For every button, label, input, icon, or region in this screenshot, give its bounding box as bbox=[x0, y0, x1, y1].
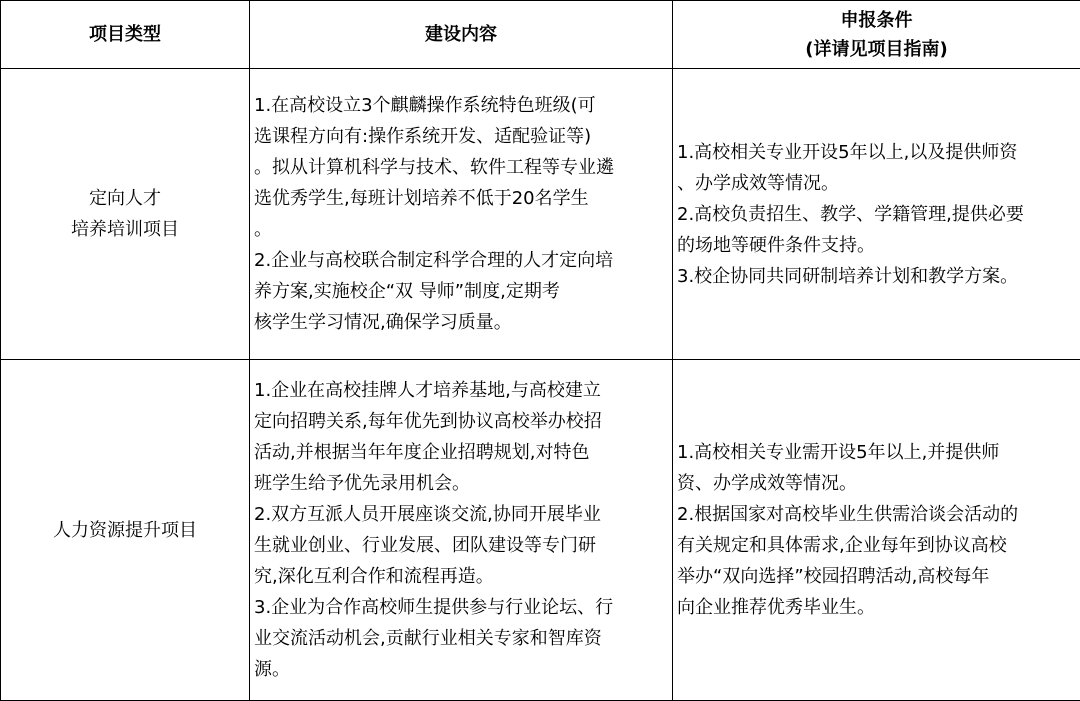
row-2-content-line: 班学生给予优先录用机会。 bbox=[254, 473, 470, 494]
row-2-condition-line: 资、办学成效等情况。 bbox=[677, 473, 857, 494]
row-2-condition-line: 举办“双向选择”校园招聘活动,高校每年 bbox=[677, 566, 990, 587]
row-2-content-line: 1.企业在高校挂牌人才培养基地,与高校建立 bbox=[254, 380, 601, 401]
row-1-type-line: 定向人才 bbox=[89, 188, 161, 209]
row-1-condition-line: 的场地等硬件条件支持。 bbox=[677, 234, 875, 256]
row-1-content-line: 核学生学习情况,确保学习质量。 bbox=[254, 312, 512, 333]
row-1-content-line: 选优秀学生,每班计划培养不低于20名学生 bbox=[254, 188, 589, 209]
row-2-condition-line: 1.高校相关专业需开设5年以上,并提供师 bbox=[677, 442, 1000, 463]
row-1-content bbox=[250, 69, 673, 360]
row-1-condition-line: 2.高校负责招生、教学、学籍管理,提供必要 bbox=[677, 203, 1024, 225]
row-1-condition-line: 、办学成效等情况。 bbox=[677, 172, 839, 194]
table-row bbox=[1, 360, 1080, 701]
row-2-content-line: 业交流活动机会,贡献行业相关专家和智库资 bbox=[254, 628, 602, 649]
row-1-type-line: 培养培训项目 bbox=[71, 219, 179, 240]
row-1-content-line: 2.企业与高校联合制定科学合理的人才定向培 bbox=[254, 250, 614, 271]
row-1-condition-line: 3.校企协同共同研制培养计划和教学方案。 bbox=[677, 265, 1019, 287]
row-2-condition-line: 2.根据国家对高校毕业生供需洽谈会活动的 bbox=[677, 504, 1019, 525]
row-2-content-line: 活动,并根据当年年度企业招聘规划,对特色 bbox=[254, 442, 590, 463]
row-2-content-line: 3.企业为合作高校师生提供参与行业论坛、行 bbox=[254, 597, 614, 618]
row-2-conditions bbox=[673, 360, 1080, 701]
header-conditions-title: 申报条件 bbox=[840, 9, 913, 31]
header-conditions-note: (详请见项目指南) bbox=[805, 38, 948, 60]
row-1-type bbox=[1, 69, 250, 360]
row-1-content-line: 养方案,实施校企“双 导师”制度,定期考 bbox=[254, 281, 560, 302]
row-2-condition-line: 向企业推荐优秀毕业生。 bbox=[677, 597, 875, 618]
row-2-type-line: 人力资源提升项目 bbox=[53, 519, 197, 541]
row-2-content-line: 2.双方互派人员开展座谈交流,协同开展毕业 bbox=[254, 504, 601, 525]
row-1-content-line: 。拟从计算机科学与技术、软件工程等专业遴 bbox=[254, 157, 614, 178]
row-1-condition-line: 1.高校相关专业开设5年以上,以及提供师资 bbox=[677, 141, 1018, 163]
header-type: 项目类型 bbox=[1, 1, 250, 69]
row-1-content-line: 选课程方向有:操作系统开发、适配验证等) bbox=[254, 126, 592, 147]
row-2-type bbox=[1, 360, 250, 701]
row-1-conditions bbox=[673, 69, 1080, 360]
row-2-content-line: 源。 bbox=[254, 659, 290, 680]
header-content: 建设内容 bbox=[250, 1, 673, 69]
header-conditions bbox=[673, 1, 1080, 69]
header-row bbox=[1, 1, 1080, 69]
row-2-content-line: 定向招聘关系,每年优先到协议高校举办校招 bbox=[254, 411, 602, 432]
table-row bbox=[1, 69, 1080, 360]
row-1-content-line: 。 bbox=[254, 219, 272, 240]
row-2-content bbox=[250, 360, 673, 701]
row-2-content-line: 究,深化互利合作和流程再造。 bbox=[254, 566, 494, 587]
row-2-condition-line: 有关规定和具体需求,企业每年到协议高校 bbox=[677, 535, 1007, 556]
row-2-content-line: 生就业创业、行业发展、团队建设等专门研 bbox=[254, 535, 596, 556]
row-1-content-line: 1.在高校设立3个麒麟操作系统特色班级(可 bbox=[254, 95, 596, 116]
